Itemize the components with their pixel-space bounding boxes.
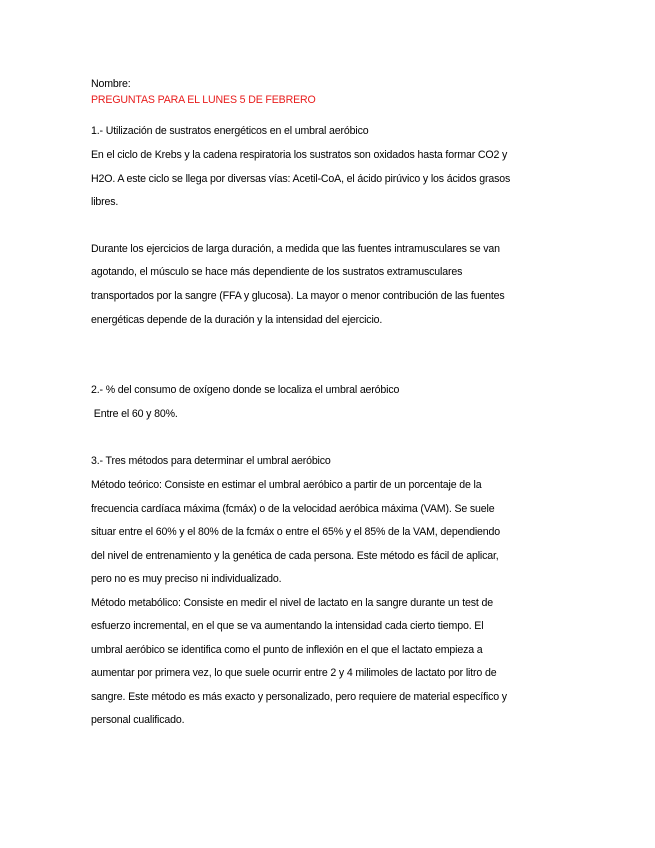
q3-teorico-line: frecuencia cardíaca máxima (fcmáx) o de la velocidad aeróbica máxima (VAM). Se suele bbox=[91, 503, 495, 515]
question-2-heading: 2.- % del consumo de oxígeno donde se localiza el umbral aeróbico bbox=[91, 384, 400, 396]
q3-metabolico-line: personal cualificado. bbox=[91, 714, 185, 726]
q1-paragraph-1-line: libres. bbox=[91, 196, 119, 208]
q3-metabolico-line: Método metabólico: Consiste en medir el nivel de lactato en la sangre durante un test de bbox=[91, 597, 493, 609]
q1-paragraph-2-line: Durante los ejercicios de larga duración, a medida que las fuentes intramusculares se van bbox=[91, 243, 500, 255]
q3-metabolico-line: sangre. Este método es más exacto y personalizado, pero requiere de material específico y bbox=[91, 691, 507, 703]
q1-paragraph-1-line: H2O. A este ciclo se llega por diversas vías: Acetil-CoA, el ácido pirúvico y los ácidos grasos bbox=[91, 173, 511, 185]
page-title: PREGUNTAS PARA EL LUNES 5 DE FEBRERO bbox=[91, 94, 316, 106]
q3-teorico-line: Método teórico: Consiste en estimar el umbral aeróbico a partir de un porcentaje de la bbox=[91, 479, 482, 491]
q3-metabolico-line: esfuerzo incremental, en el que se va aumentando la intensidad cada cierto tiempo. El bbox=[91, 620, 484, 632]
q3-metabolico-line: aumentar por primera vez, lo que suele ocurrir entre 2 y 4 milimoles de lactato por litro de bbox=[91, 667, 497, 679]
question-3-heading: 3.- Tres métodos para determinar el umbral aeróbico bbox=[91, 455, 331, 467]
q1-paragraph-2-line: energéticas depende de la duración y la intensidad del ejercicio. bbox=[91, 314, 383, 326]
q1-paragraph-1-line: En el ciclo de Krebs y la cadena respiratoria los sustratos son oxidados hasta formar CO2 y bbox=[91, 149, 508, 161]
q1-paragraph-2-line: transportados por la sangre (FFA y glucosa). La mayor o menor contribución de las fuentes bbox=[91, 290, 505, 302]
q3-teorico-line: pero no es muy preciso ni individualizado. bbox=[91, 573, 282, 585]
q1-paragraph-2-line: agotando, el músculo se hace más dependiente de los sustratos extramusculares bbox=[91, 266, 463, 278]
q3-teorico-line: situar entre el 60% y el 80% de la fcmáx o entre el 65% y el 85% de la VAM, dependiendo bbox=[91, 526, 500, 538]
name-label: Nombre: bbox=[91, 78, 131, 90]
q3-metabolico-line: umbral aeróbico se identifica como el punto de inflexión en el que el lactato empieza a bbox=[91, 644, 483, 656]
q3-teorico-line: del nivel de entrenamiento y la genética de cada persona. Este método es fácil de aplicar, bbox=[91, 550, 499, 562]
question-2-answer: Entre el 60 y 80%. bbox=[91, 408, 178, 420]
question-1-heading: 1.- Utilización de sustratos energéticos en el umbral aeróbico bbox=[91, 125, 369, 137]
